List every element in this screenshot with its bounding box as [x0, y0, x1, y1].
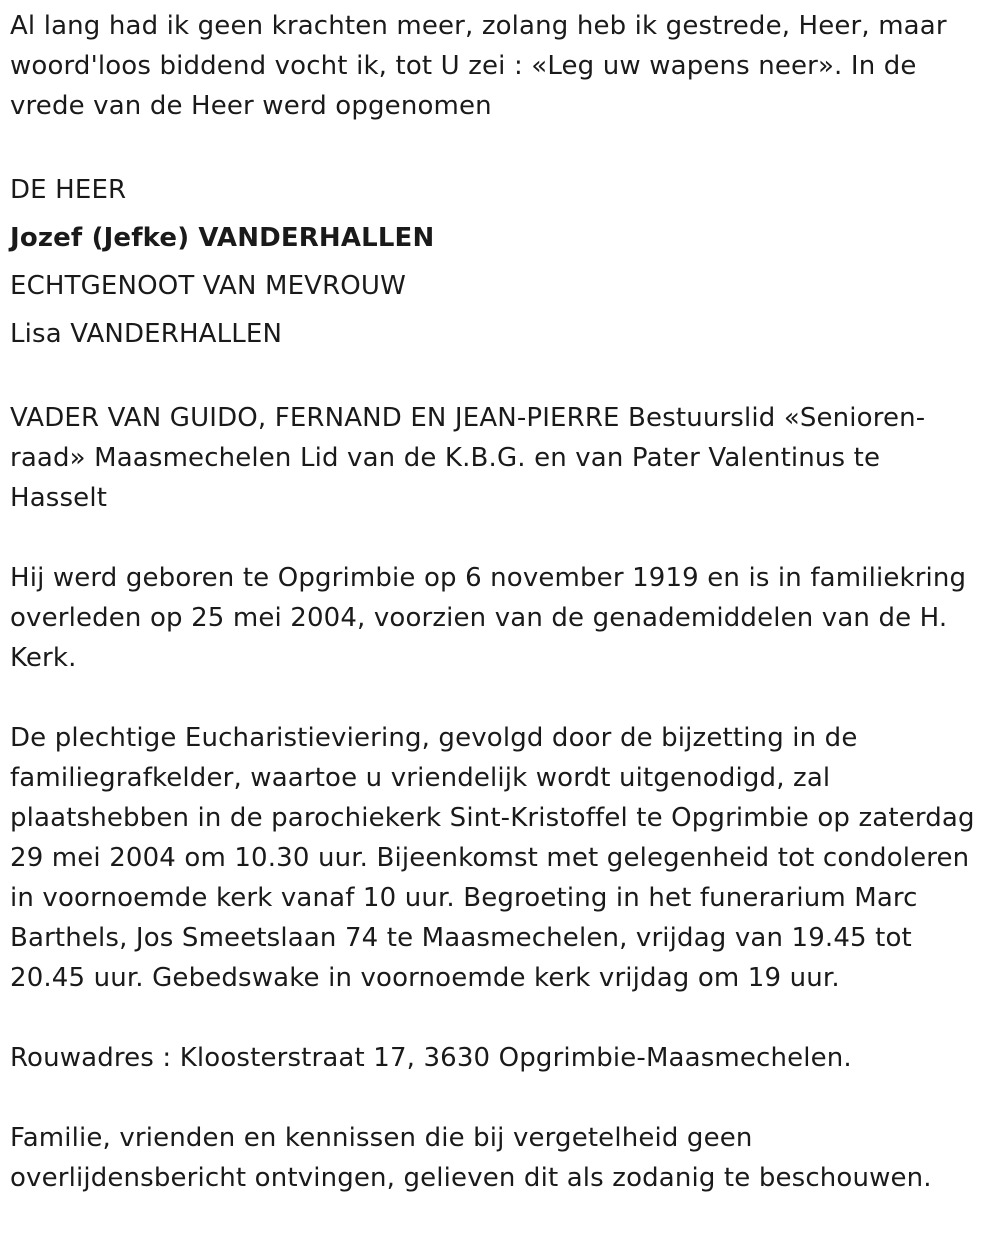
spouse-name: Lisa VANDERHALLEN	[10, 319, 283, 349]
deceased-relation: ECHTGENOOT VAN MEVROUW	[10, 271, 406, 301]
obituary-notice	[10, 6, 985, 1198]
mourning-address: Rouwadres : Kloosterstraat 17, 3630 Opgrimbie-Maasmechelen.	[10, 1043, 852, 1073]
closing-note: Familie, vrienden en kennissen die bij vergetelheid geen overlijdensbericht ontvingen, gelieven dit als zodanig te beschouwen.	[10, 1123, 932, 1193]
deceased-title: DE HEER	[10, 175, 127, 205]
family-info: VADER VAN GUIDO, FERNAND EN JEAN-PIERRE Bestuurslid «Senioren-raad» Maasmechelen Lid van de K.B.G. en van Pater Valentinus te Hasselt	[10, 403, 926, 513]
ceremony-info: De plechtige Eucharistieviering, gevolgd door de bijzetting in de familiegrafkelder, waartoe u vriendelijk wordt uitgenodigd, zal plaatshebben in de parochiekerk Sint-Kristoffel te Opgrimbie op zaterdag 29 mei 2004 om 10.30 uur. Bijeenkomst met gelegenheid tot condoleren in voornoemde kerk vanaf 10 uur. Begroeting in het funerarium Marc Barthels, Jos Smeetslaan 74 te Maasmechelen, vrijdag van 19.45 tot 20.45 uur. Gebedswake in voornoemde kerk vrijdag om 19 uur.	[10, 723, 975, 993]
deceased-name: Jozef (Jefke) VANDERHALLEN	[10, 223, 435, 253]
deceased-block	[10, 166, 985, 358]
birth-death-info: Hij werd geboren te Opgrimbie op 6 november 1919 en is in familiekring overleden op 25 mei 2004, voorzien van de genademiddelen van de H. Kerk.	[10, 563, 967, 673]
intro-verse: Al lang had ik geen krachten meer, zolang heb ik gestrede, Heer, maar woord'loos biddend vocht ik, tot U zei : «Leg uw wapens neer». In de vrede van de Heer werd opgenomen	[10, 11, 947, 121]
